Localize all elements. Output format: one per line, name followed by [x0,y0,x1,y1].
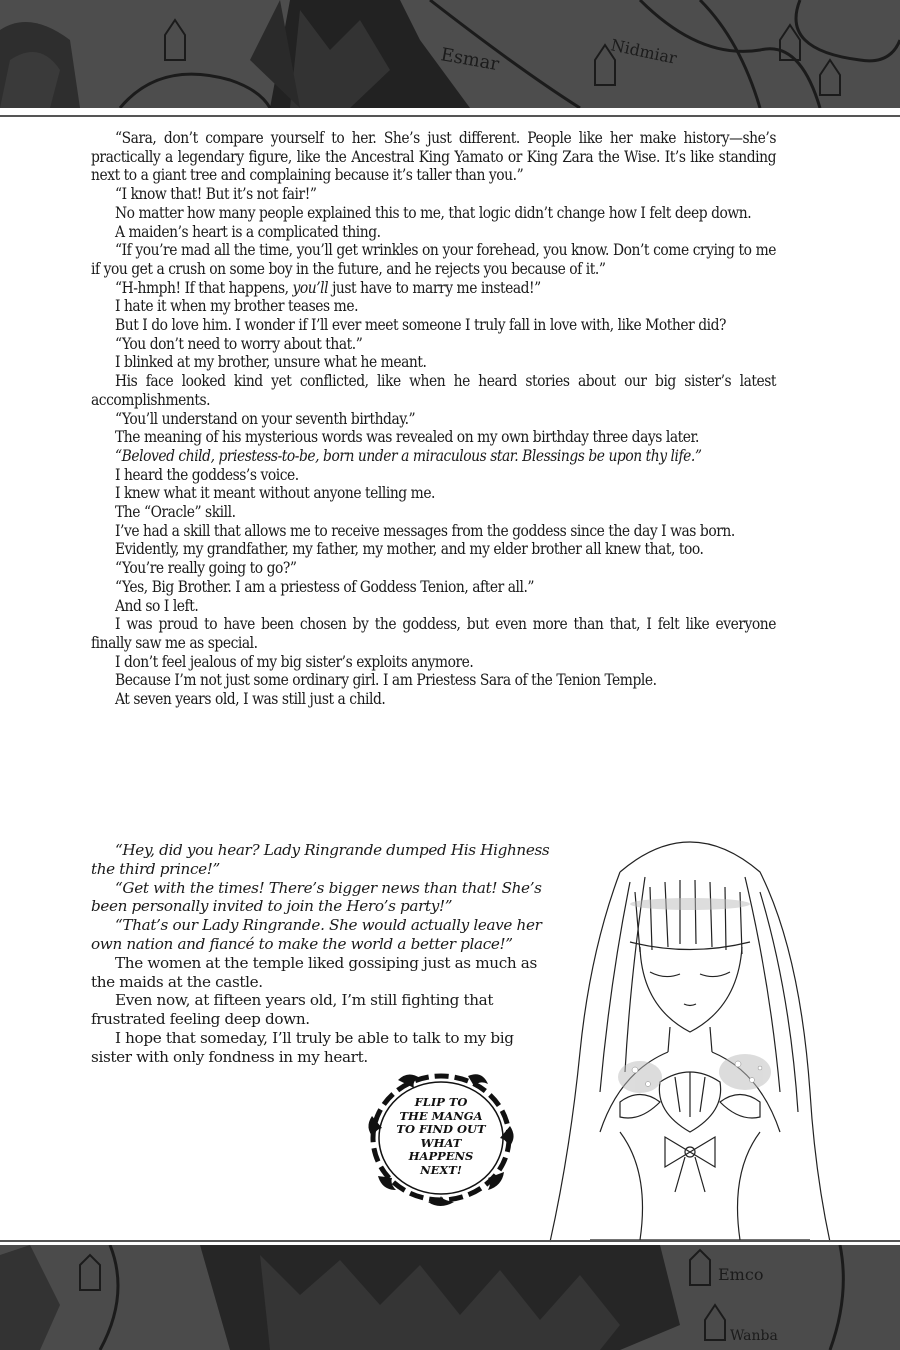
paragraph: I was proud to have been chosen by the goddess, but even more than that, I felt like everyone finally saw me as special. [91,615,776,652]
paragraph: A maiden’s heart is a complicated thing. [115,222,381,241]
paragraph: I’ve had a skill that allows me to receive messages from the goddess since the day I was born. [115,521,735,540]
paragraph: His face looked kind yet conflicted, like when he heard stories about our big sister’s latest accomplishments. [91,372,776,409]
paragraph: “You’ll understand on your seventh birthday.” [115,409,416,428]
paragraph [91,279,776,298]
praying-girl-image [530,832,850,1247]
flip-line: HAPPENS [408,1149,474,1164]
header-rule [0,115,900,117]
paragraph: I knew what it meant without anyone telling me. [115,484,436,503]
paragraph: And so I left. [115,596,199,615]
gossip-quote: “Get with the times! There’s bigger news than that! She’s been personally invited to join the Hero’s party!” [91,878,542,916]
body-text-narrow [91,841,551,1067]
header-map-banner [0,0,900,108]
paragraph: Evidently, my grandfather, my father, my mother, and my elder brother all knew that, too. [115,540,704,559]
flip-badge-text [358,1096,524,1178]
paragraph: “Yes, Big Brother. I am a priestess of Goddess Tenion, after all.” [115,577,535,596]
flip-to-manga-badge [358,1066,524,1210]
map-illustration-bottom [0,1245,900,1350]
paragraph: The meaning of his mysterious words was revealed on my own birthday three days later. [115,428,699,447]
paragraph: No matter how many people explained this to me, that logic didn’t change how I felt deep down. [115,203,752,222]
gossip-quote: “Hey, did you hear? Lady Ringrande dumped His Highness the third prince!” [91,841,550,878]
paragraph: Because I’m not just some ordinary girl. I am Priestess Sara of the Tenion Temple. [115,671,657,690]
paragraph: I heard the goddess’s voice. [115,465,299,484]
body-text [91,129,776,709]
svg-text:Emco: Emco [718,1265,764,1284]
paragraph: “I know that! But it’s not fair!” [115,185,317,204]
paragraph: “You’re really going to go?” [115,559,297,578]
emphasis-text: you’ll [292,278,329,297]
paragraph: I hate it when my brother teases me. [115,297,359,316]
paragraph: I blinked at my brother, unsure what he meant. [115,353,427,372]
gossip-quote: “That’s our Lady Ringrande. She would actually leave her own nation and fiancé to make the world a better place!” [91,916,542,953]
paragraph: The “Oracle” skill. [115,503,236,522]
paragraph: Even now, at fifteen years old, I’m still fighting that frustrated feeling deep down. [91,991,494,1029]
flip-line: FLIP TO [414,1095,468,1109]
paragraph: At seven years old, I was still just a child. [115,690,386,709]
paragraph: The women at the temple liked gossiping just as much as the maids at the castle. [91,953,537,991]
svg-text:Esmar: Esmar [439,44,501,76]
svg-text:Nidmiar: Nidmiar [609,35,679,68]
paragraph: I don’t feel jealous of my big sister’s exploits anymore. [115,652,474,671]
flip-line: TO FIND OUT [396,1122,486,1137]
footer-rule [0,1240,900,1242]
paragraph-text: “H-hmph! If that happens, [115,278,293,297]
flip-line: WHAT [420,1135,462,1150]
footer-map-banner [0,1245,900,1350]
flip-line: NEXT! [420,1162,462,1177]
paragraph: “Sara, don’t compare yourself to her. She’s just different. People like her make history—she’s practically a legendary figure, like the Ancestral King Yamato or King Zara the Wise. It’s like standing next to a giant tree and complaining because it’s taller than you.” [91,129,776,185]
svg-text:Wanba: Wanba [730,1328,778,1344]
paragraph-text: just have to marry me instead!” [328,278,541,297]
girl-illustration [530,832,850,1247]
map-illustration-top [0,0,900,108]
paragraph: But I do love him. I wonder if I’ll ever meet someone I truly fall in love with, like Mother did? [115,316,727,335]
paragraph: “If you’re mad all the time, you’ll get wrinkles on your forehead, you know. Don’t come crying to me if you get a crush on some boy in the future, and he rejects you because of it.” [91,241,776,278]
goddess-quote: “Beloved child, priestess-to-be, born under a miraculous star. Blessings be upon thy life.” [115,446,702,465]
paragraph: “You don’t need to worry about that.” [115,334,363,353]
paragraph: I hope that someday, I’ll truly be able to talk to my big sister with only fondness in my heart. [91,1028,514,1066]
flip-line: THE MANGA [399,1108,483,1123]
